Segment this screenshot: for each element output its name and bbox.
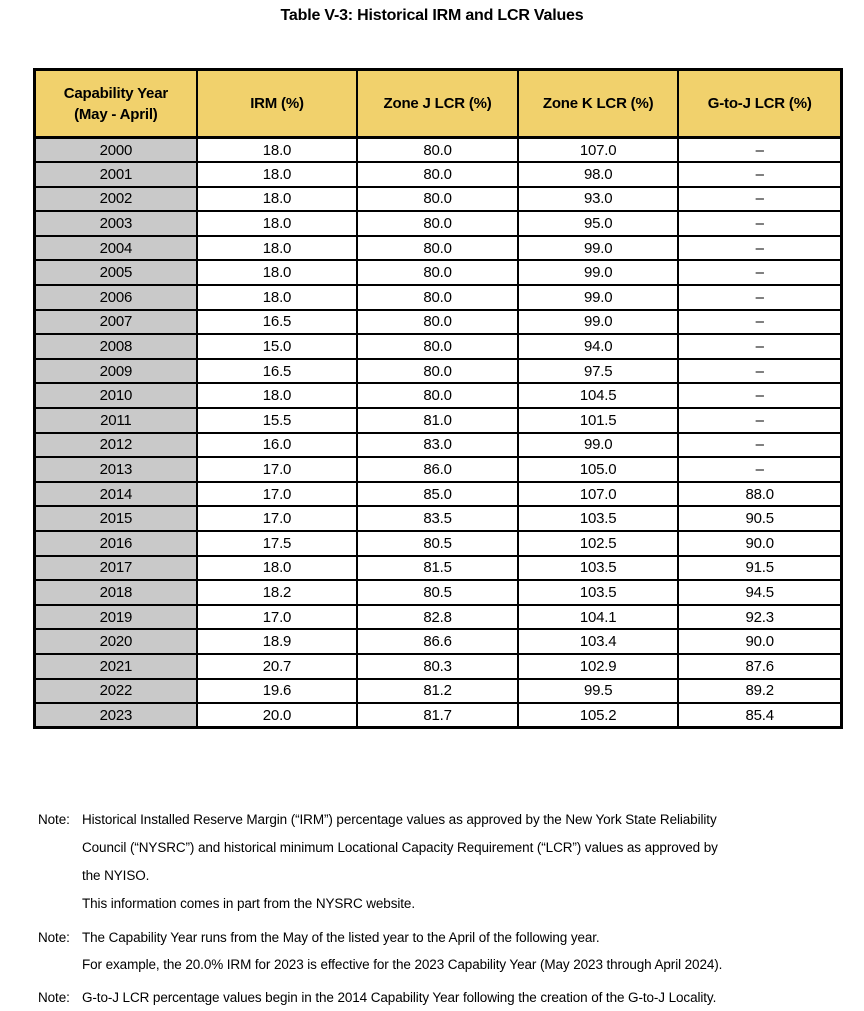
value-cell: –: [678, 310, 841, 335]
value-cell: 81.2: [357, 679, 518, 704]
value-cell: –: [678, 236, 841, 261]
value-cell: 80.0: [357, 162, 518, 187]
value-cell: 17.0: [197, 457, 358, 482]
table-row: [35, 236, 842, 261]
value-cell: 103.5: [518, 580, 679, 605]
value-cell: 15.5: [197, 408, 358, 433]
table-row: [35, 679, 842, 704]
year-cell: 2013: [35, 457, 197, 482]
note-capability-year: [38, 924, 838, 978]
note-text-line: Historical Installed Reserve Margin (“IRM”) percentage values as approved by the New York State Reliability: [82, 812, 717, 827]
value-cell: 80.0: [357, 334, 518, 359]
table-row: [35, 260, 842, 285]
table-row: [35, 580, 842, 605]
year-cell: 2010: [35, 383, 197, 408]
footnotes: [38, 806, 838, 1011]
value-cell: 102.5: [518, 531, 679, 556]
column-header-zone-j-lcr: Zone J LCR (%): [357, 70, 518, 138]
value-cell: 17.5: [197, 531, 358, 556]
value-cell: 97.5: [518, 359, 679, 384]
value-cell: 18.0: [197, 211, 358, 236]
historical-irm-lcr-table: [33, 68, 843, 729]
column-header-irm: IRM (%): [197, 70, 358, 138]
value-cell: 18.2: [197, 580, 358, 605]
value-cell: 17.0: [197, 482, 358, 507]
year-cell: 2008: [35, 334, 197, 359]
year-cell: 2015: [35, 506, 197, 531]
table-row: [35, 211, 842, 236]
value-cell: 103.4: [518, 629, 679, 654]
value-cell: –: [678, 260, 841, 285]
value-cell: 80.0: [357, 359, 518, 384]
year-cell: 2014: [35, 482, 197, 507]
year-cell: 2023: [35, 703, 197, 728]
year-cell: 2005: [35, 260, 197, 285]
value-cell: 92.3: [678, 605, 841, 630]
value-cell: –: [678, 334, 841, 359]
value-cell: –: [678, 285, 841, 310]
note-label: Note:: [38, 930, 70, 945]
table-row: [35, 605, 842, 630]
value-cell: 80.3: [357, 654, 518, 679]
value-cell: 105.2: [518, 703, 679, 728]
table-row: [35, 138, 842, 163]
year-cell: 2020: [35, 629, 197, 654]
column-header-capability-year: [35, 70, 197, 138]
value-cell: –: [678, 138, 841, 163]
value-cell: 101.5: [518, 408, 679, 433]
column-header-line1: Capability Year: [63, 84, 168, 102]
value-cell: 86.6: [357, 629, 518, 654]
value-cell: 16.0: [197, 433, 358, 458]
value-cell: 90.0: [678, 629, 841, 654]
year-cell: 2018: [35, 580, 197, 605]
table-row: [35, 654, 842, 679]
value-cell: –: [678, 457, 841, 482]
table-row: [35, 162, 842, 187]
table-row: [35, 506, 842, 531]
value-cell: 20.0: [197, 703, 358, 728]
note-text-line: G-to-J LCR percentage values begin in the 2014 Capability Year following the creation of the G-to-J Locality.: [82, 990, 717, 1005]
value-cell: 18.0: [197, 556, 358, 581]
value-cell: 98.0: [518, 162, 679, 187]
value-cell: 80.0: [357, 260, 518, 285]
value-cell: 99.0: [518, 236, 679, 261]
value-cell: 107.0: [518, 138, 679, 163]
value-cell: 94.0: [518, 334, 679, 359]
value-cell: 18.0: [197, 260, 358, 285]
table-body: [35, 138, 842, 728]
value-cell: 80.0: [357, 310, 518, 335]
value-cell: 104.5: [518, 383, 679, 408]
value-cell: –: [678, 383, 841, 408]
column-header-zone-k-lcr: Zone K LCR (%): [518, 70, 679, 138]
value-cell: 87.6: [678, 654, 841, 679]
year-cell: 2004: [35, 236, 197, 261]
data-table: [33, 68, 843, 729]
value-cell: 80.5: [357, 580, 518, 605]
value-cell: 16.5: [197, 310, 358, 335]
table-row: [35, 408, 842, 433]
value-cell: 99.5: [518, 679, 679, 704]
value-cell: 18.0: [197, 383, 358, 408]
table-row: [35, 703, 842, 728]
year-cell: 2006: [35, 285, 197, 310]
value-cell: 85.4: [678, 703, 841, 728]
value-cell: 18.0: [197, 236, 358, 261]
value-cell: 93.0: [518, 187, 679, 212]
value-cell: 103.5: [518, 506, 679, 531]
value-cell: 91.5: [678, 556, 841, 581]
value-cell: 85.0: [357, 482, 518, 507]
value-cell: –: [678, 211, 841, 236]
value-cell: 16.5: [197, 359, 358, 384]
value-cell: 80.0: [357, 285, 518, 310]
value-cell: 80.0: [357, 236, 518, 261]
value-cell: 18.9: [197, 629, 358, 654]
value-cell: 90.5: [678, 506, 841, 531]
year-cell: 2017: [35, 556, 197, 581]
value-cell: 86.0: [357, 457, 518, 482]
value-cell: 83.5: [357, 506, 518, 531]
year-cell: 2012: [35, 433, 197, 458]
year-cell: 2011: [35, 408, 197, 433]
value-cell: –: [678, 408, 841, 433]
value-cell: 81.5: [357, 556, 518, 581]
year-cell: 2022: [35, 679, 197, 704]
value-cell: 80.5: [357, 531, 518, 556]
value-cell: 19.6: [197, 679, 358, 704]
value-cell: 107.0: [518, 482, 679, 507]
table-row: [35, 383, 842, 408]
value-cell: 88.0: [678, 482, 841, 507]
year-cell: 2002: [35, 187, 197, 212]
value-cell: 80.0: [357, 138, 518, 163]
table-row: [35, 457, 842, 482]
table-row: [35, 285, 842, 310]
value-cell: –: [678, 359, 841, 384]
value-cell: 83.0: [357, 433, 518, 458]
table-row: [35, 433, 842, 458]
table-row: [35, 359, 842, 384]
year-cell: 2000: [35, 138, 197, 163]
value-cell: 18.0: [197, 162, 358, 187]
value-cell: 99.0: [518, 310, 679, 335]
table-row: [35, 482, 842, 507]
value-cell: 104.1: [518, 605, 679, 630]
value-cell: –: [678, 433, 841, 458]
value-cell: 99.0: [518, 285, 679, 310]
value-cell: –: [678, 187, 841, 212]
table-row: [35, 334, 842, 359]
value-cell: 95.0: [518, 211, 679, 236]
year-cell: 2009: [35, 359, 197, 384]
note-text-line: This information comes in part from the NYSRC website.: [82, 896, 415, 911]
note-text-line: The Capability Year runs from the May of the listed year to the April of the following year.: [82, 930, 600, 945]
value-cell: 103.5: [518, 556, 679, 581]
value-cell: 20.7: [197, 654, 358, 679]
value-cell: 99.0: [518, 260, 679, 285]
value-cell: 89.2: [678, 679, 841, 704]
year-cell: 2019: [35, 605, 197, 630]
year-cell: 2001: [35, 162, 197, 187]
value-cell: 18.0: [197, 285, 358, 310]
value-cell: 81.0: [357, 408, 518, 433]
column-header-g-to-j-lcr: G-to-J LCR (%): [678, 70, 841, 138]
value-cell: 90.0: [678, 531, 841, 556]
table-header: [35, 70, 842, 138]
note-label: Note:: [38, 812, 70, 827]
year-cell: 2021: [35, 654, 197, 679]
value-cell: 102.9: [518, 654, 679, 679]
value-cell: 81.7: [357, 703, 518, 728]
value-cell: –: [678, 162, 841, 187]
table-row: [35, 310, 842, 335]
value-cell: 80.0: [357, 187, 518, 212]
note-text-line: For example, the 20.0% IRM for 2023 is effective for the 2023 Capability Year (May 2023 through April 2024).: [82, 957, 723, 972]
page-title: Table V-3: Historical IRM and LCR Values: [280, 7, 584, 24]
year-cell: 2007: [35, 310, 197, 335]
value-cell: 17.0: [197, 605, 358, 630]
table-row: [35, 629, 842, 654]
value-cell: 80.0: [357, 211, 518, 236]
table-row: [35, 531, 842, 556]
year-cell: 2016: [35, 531, 197, 556]
table-row: [35, 187, 842, 212]
value-cell: 99.0: [518, 433, 679, 458]
value-cell: 17.0: [197, 506, 358, 531]
value-cell: 94.5: [678, 580, 841, 605]
year-cell: 2003: [35, 211, 197, 236]
value-cell: 105.0: [518, 457, 679, 482]
header-row: [35, 70, 842, 138]
note-irm-lcr-source: [38, 806, 838, 918]
value-cell: 18.0: [197, 138, 358, 163]
value-cell: 80.0: [357, 383, 518, 408]
note-text-line: the NYISO.: [82, 868, 150, 883]
value-cell: 15.0: [197, 334, 358, 359]
table-row: [35, 556, 842, 581]
note-label: Note:: [38, 990, 70, 1005]
value-cell: 82.8: [357, 605, 518, 630]
value-cell: 18.0: [197, 187, 358, 212]
column-header-line2: (May - April): [74, 105, 158, 123]
note-text-line: Council (“NYSRC”) and historical minimum Locational Capacity Requirement (“LCR”) values as approved by: [82, 840, 718, 855]
